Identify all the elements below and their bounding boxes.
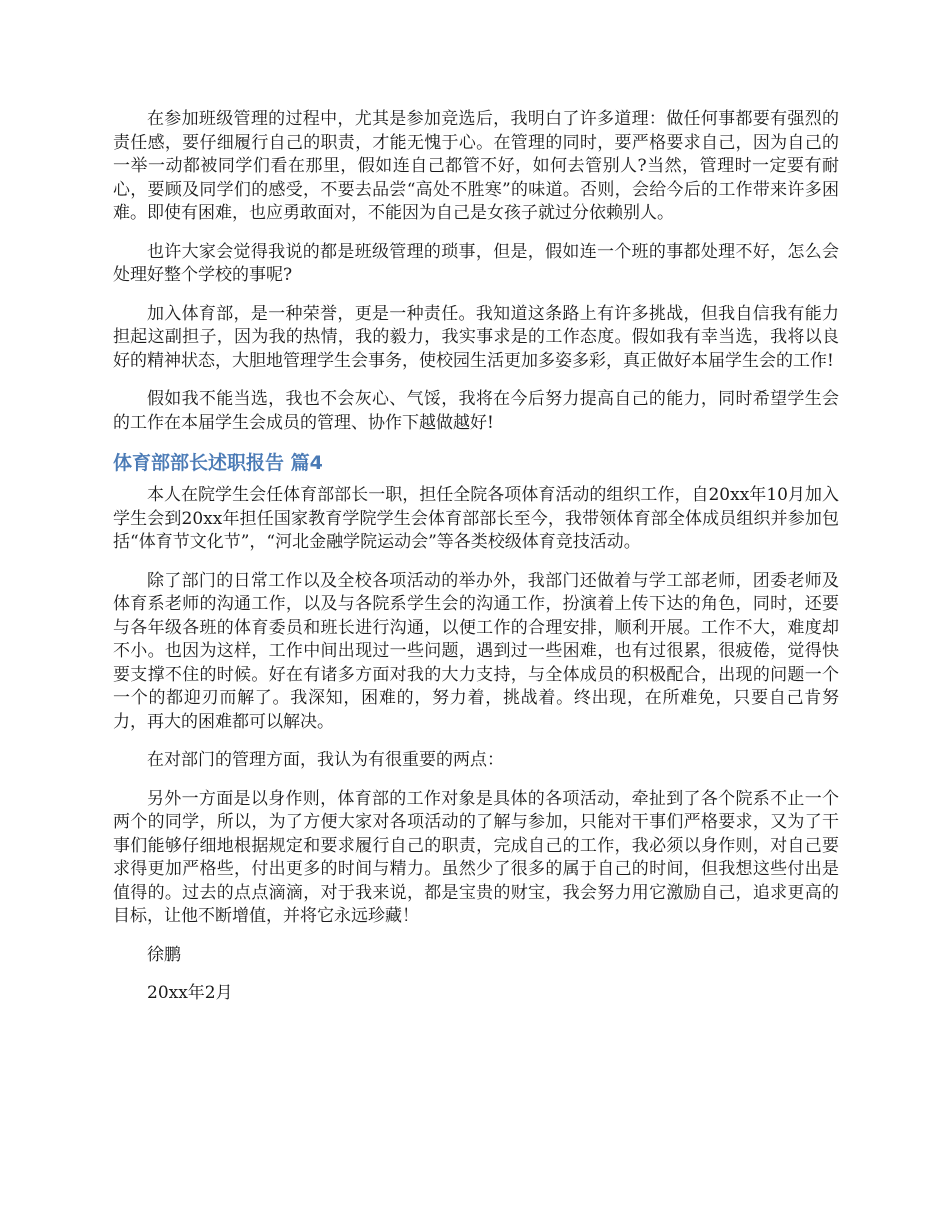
body-paragraph: 在对部门的管理方面，我认为有很重要的两点： xyxy=(147,750,504,770)
body-paragraph: 也许大家会觉得我说的都是班级管理的琐事，但是，假如连一个班的事都处理不好，怎么会处理好整个学校的事呢? xyxy=(113,241,839,285)
section-heading: 体育部部长述职报告 篇4 xyxy=(113,452,323,474)
body-paragraph: 在参加班级管理的过程中，尤其是参加竞选后，我明白了许多道理：做任何事都要有强烈的责任感，要仔细履行自己的职责，才能无愧于心。在管理的同时，要严格要求自己，因为自己的一举一动都被同学们看在那里，假如连自己都管不好，如何去管别人?当然，管理时一定要有耐心，要顾及同学们的感受，不要去品尝“高处不胜寒”的味道。否则，会给今后的工作带来许多困难。即使有困难，也应勇敢面对，不能因为自己是女孩子就过分依赖别人。 xyxy=(113,109,839,223)
document-page xyxy=(113,108,839,1021)
body-paragraph: 另外一方面是以身作则，体育部的工作对象是具体的各项活动，牵扯到了各个院系不止一个两个的同学，所以，为了方便大家对各项活动的了解与参加，只能对干事们严格要求，又为了干事们能够仔细地根据规定和要求履行自己的职责，完成自己的工作，我必须以身作则，对自己要求得更加严格些，付出更多的时间与精力。虽然少了很多的属于自己的时间，但我想这些付出是值得的。过去的点点滴滴，对于我来说，都是宝贵的财宝，我会努力用它激励自己，追求更高的目标，让他不断增值，并将它永远珍藏！ xyxy=(113,788,839,926)
signature-date: 20xx年2月 xyxy=(147,983,233,1003)
signature-name: 徐鹏 xyxy=(147,944,181,965)
body-paragraph: 加入体育部，是一种荣誉，更是一种责任。我知道这条路上有许多挑战，但我自信我有能力担起这副担子，因为我的热情，我的毅力，我实事求是的工作态度。假如我有幸当选，我将以良好的精神状态，大胆地管理学生会事务，使校园生活更加多姿多彩，真正做好本届学生会的工作! xyxy=(113,303,839,371)
body-paragraph: 本人在院学生会任体育部部长一职，担任全院各项体育活动的组织工作，自20xx年10月加入学生会到20xx年担任国家教育学院学生会体育部部长至今，我带领体育部全体成员组织并参加包括“体育节文化节”，“河北金融学院运动会”等各类校级体育竞技活动。 xyxy=(113,485,839,552)
body-paragraph: 假如我不能当选，我也不会灰心、气馁，我将在今后努力提高自己的能力，同时希望学生会的工作在本届学生会成员的管理、协作下越做越好! xyxy=(113,389,839,433)
body-paragraph: 除了部门的日常工作以及全校各项活动的举办外，我部门还做着与学工部老师，团委老师及体育系老师的沟通工作，以及与各院系学生会的沟通工作，扮演着上传下达的角色，同时，还要与各年级各班的体育委员和班长进行沟通，以便工作的合理安排，顺利开展。工作不大，难度却不小。也因为这样，工作中间出现过一些问题，遇到过一些困难，也有过很累，很疲倦，觉得快要支撑不住的时候。好在有诸多方面对我的大力支持，与全体成员的积极配合，出现的问题一个一个的都迎刃而解了。我深知，困难的，努力着，挑战着。终出现，在所难免，只要自己肯努力，再大的困难都可以解决。 xyxy=(113,570,839,732)
